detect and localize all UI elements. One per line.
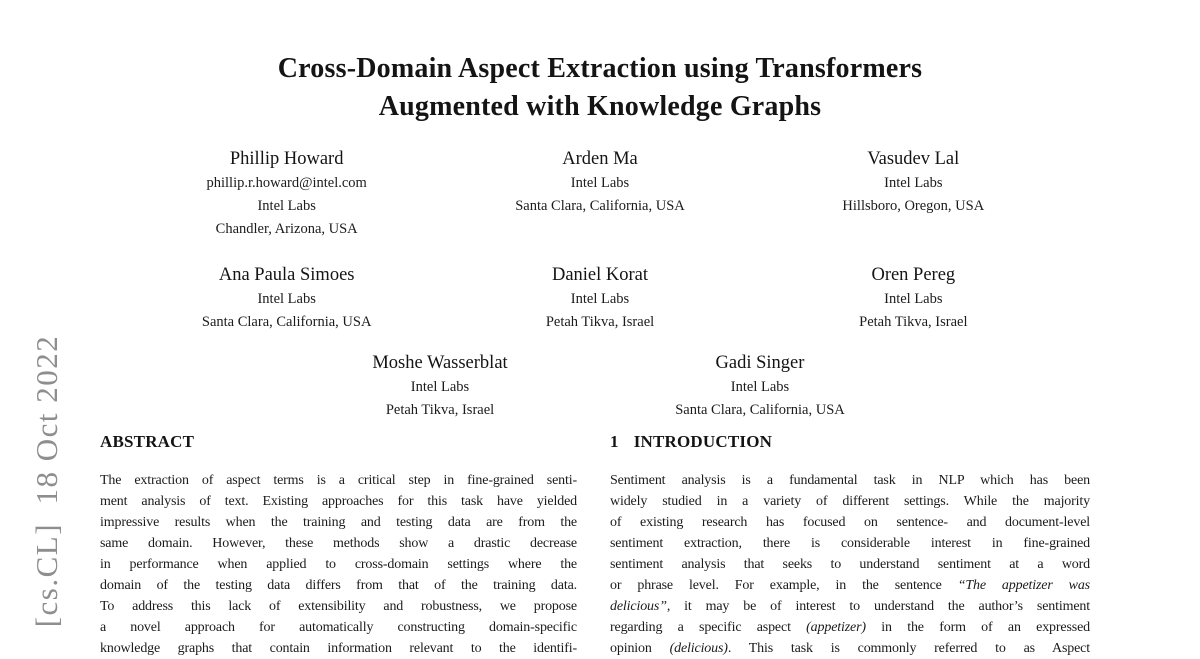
author-block [130, 262, 443, 334]
author-affiliation: Intel Labs [730, 379, 790, 395]
text-segment: widely studied in a variety of different settings. While the majority [610, 494, 1090, 509]
text-segment: sentiment extraction, there is considerable interest in fine-grained [610, 536, 1090, 551]
abstract-line: in performance when applied to cross-domain settings where the [100, 557, 577, 572]
author-name: Oren Pereg [871, 265, 956, 285]
author-block [757, 146, 1070, 241]
introduction-line [610, 596, 1090, 617]
arxiv-watermark: [cs.CL] 18 Oct 2022 [29, 334, 64, 628]
introduction-line [610, 470, 1090, 491]
author-location: Chandler, Arizona, USA [215, 221, 358, 237]
introduction-line [610, 554, 1090, 575]
text-segment: . This task is commonly referred to as Aspect [727, 641, 1090, 656]
author-name: Arden Ma [562, 149, 638, 169]
paper-title-line-2: Augmented with Knowledge Graphs [378, 91, 822, 122]
author-affiliation: Intel Labs [257, 198, 316, 214]
abstract-line: To address this lack of extensibility and robustness, we propose [100, 599, 577, 614]
abstract-line: knowledge graphs that contain information relevant to the identifi- [100, 641, 577, 656]
text-segment: (appetizer) [806, 620, 866, 635]
abstract-line: domain of the testing data differs from that of the training data. [100, 578, 577, 593]
author-name: Phillip Howard [229, 149, 344, 169]
text-segment: (delicious) [669, 641, 728, 656]
abstract-line: ment analysis of text. Existing approaches for this task have yielded [100, 494, 577, 509]
author-name: Gadi Singer [715, 353, 805, 373]
author-location: Santa Clara, California, USA [515, 198, 685, 214]
introduction-line [610, 491, 1090, 512]
author-name: Vasudev Lal [867, 149, 960, 169]
text-segment: “The appetizer was [957, 578, 1090, 593]
author-block [443, 146, 756, 241]
text-segment: in the form of an expressed [865, 620, 1090, 635]
author-affiliation: Intel Labs [257, 291, 316, 307]
introduction-line [610, 575, 1090, 596]
paper-title-line-1: Cross-Domain Aspect Extraction using Transformers [277, 53, 923, 84]
abstract-line: same domain. However, these methods show a drastic decrease [100, 536, 577, 551]
abstract-section [100, 430, 577, 659]
author-email: phillip.r.howard@intel.com [206, 175, 367, 191]
introduction-heading [610, 430, 1090, 454]
author-block [280, 350, 600, 422]
author-block [130, 146, 443, 241]
paper-title [0, 50, 1200, 126]
author-location: Petah Tikva, Israel [545, 314, 655, 330]
author-location: Petah Tikva, Israel [385, 402, 495, 418]
abstract-line: The extraction of aspect terms is a critical step in fine-grained senti- [100, 473, 577, 488]
introduction-heading-text: INTRODUCTION [633, 432, 773, 451]
text-segment: Sentiment analysis is a fundamental task in NLP which has been [610, 473, 1090, 488]
introduction-line [610, 512, 1090, 533]
author-affiliation: Intel Labs [884, 175, 943, 191]
author-block [600, 350, 920, 422]
author-affiliation: Intel Labs [410, 379, 470, 395]
abstract-line: impressive results when the training and testing data are from the [100, 515, 577, 530]
author-location: Santa Clara, California, USA [675, 402, 845, 418]
author-block [757, 262, 1070, 334]
author-name: Daniel Korat [551, 265, 649, 285]
author-affiliation: Intel Labs [884, 291, 943, 307]
introduction-section [610, 430, 1090, 659]
author-row-3 [280, 350, 920, 422]
text-segment: or phrase level. For example, in the sentence [610, 578, 958, 593]
author-location: Santa Clara, California, USA [201, 314, 372, 330]
text-segment: , it may be of interest to understand the author’s sentiment [666, 599, 1090, 614]
author-location: Petah Tikva, Israel [859, 314, 968, 330]
author-location: Hillsboro, Oregon, USA [842, 198, 985, 214]
abstract-line: a novel approach for automatically constructing domain-specific [100, 620, 577, 635]
introduction-line [610, 533, 1090, 554]
abstract-heading: ABSTRACT [100, 432, 195, 451]
author-affiliation: Intel Labs [570, 291, 630, 307]
text-segment: delicious” [610, 599, 667, 614]
introduction-line [610, 638, 1090, 659]
text-segment: of existing research has focused on sentence- and document-level [610, 515, 1090, 530]
author-name: Moshe Wasserblat [372, 353, 508, 373]
author-block [443, 262, 756, 334]
text-segment: opinion [610, 641, 670, 656]
body-columns [100, 430, 1090, 659]
text-segment: sentiment analysis that seeks to understand sentiment at a word [610, 557, 1090, 572]
author-row-2 [130, 262, 1070, 334]
introduction-heading-number: 1 [610, 432, 619, 451]
author-name: Ana Paula Simoes [218, 265, 355, 285]
author-affiliation: Intel Labs [570, 175, 630, 191]
author-row-1 [130, 146, 1070, 241]
introduction-line [610, 617, 1090, 638]
text-segment: regarding a specific aspect [610, 620, 807, 635]
